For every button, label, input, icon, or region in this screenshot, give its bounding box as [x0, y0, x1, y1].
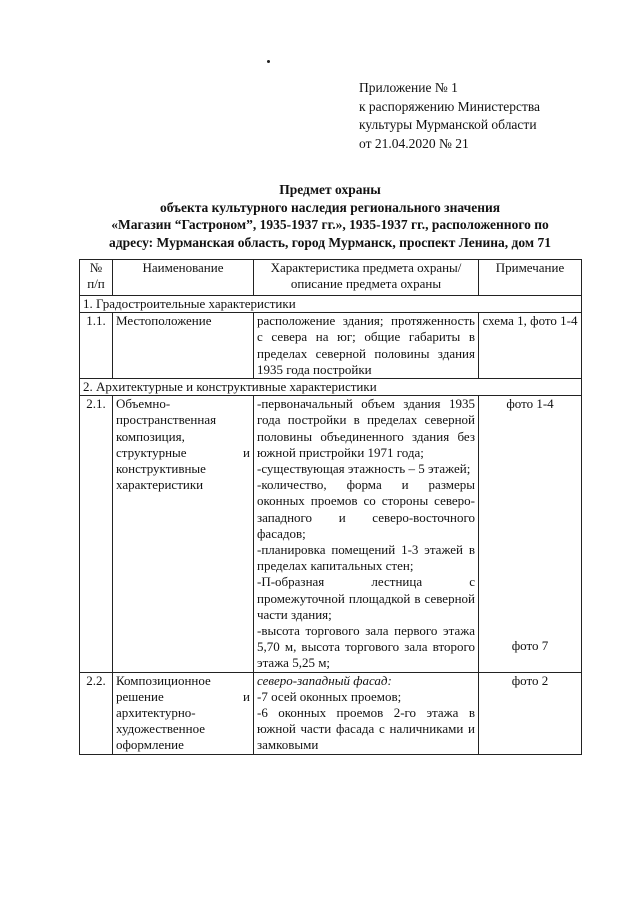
table-row [80, 313, 582, 379]
row-1-1-name: Местоположение [113, 313, 254, 379]
appendix-title: Приложение № 1 [359, 80, 458, 95]
row-2-1-item: -высота торгового зала первого этажа 5,70 м, высота торгового зала второго этажа 5,25 м; [257, 623, 475, 671]
header-description: Характеристика предмета охраны/описание предмета охраны [254, 260, 479, 296]
heading-line-2: объекта культурного наследия регионального значения [159, 199, 501, 215]
header-name: Наименование [113, 260, 254, 296]
row-2-2-name: Композиционное решение и архитектурно-художественное оформление [113, 672, 254, 754]
appendix-date: от 21.04.2020 № 21 [359, 135, 469, 151]
row-2-2-num: 2.2. [80, 672, 113, 754]
row-2-1-item: -количество, форма и размеры оконных проемов со стороны северо-западного и северо-восточного фасадов; [257, 477, 475, 541]
appendix-ministry: культуры Мурманской области [359, 117, 537, 132]
header-num [80, 260, 113, 296]
section-row [80, 379, 582, 396]
row-2-1-item: -первоначальный объем здания 1935 года постройки в пределах северной половины объединенного здания без южной пристройки 1971 года; [257, 396, 475, 460]
row-2-2-item: -6 оконных проемов 2-го этажа в южной части фасада с наличниками и замковыми [257, 705, 475, 753]
row-1-1-num: 1.1. [80, 313, 113, 379]
row-2-2-note: фото 2 [479, 672, 582, 754]
row-2-1-item: -планировка помещений 1-3 этажей в пределах капитальных стен; [257, 542, 475, 574]
row-2-1-num: 2.1. [80, 396, 113, 672]
row-2-2-description [254, 672, 479, 754]
row-2-1-item: -существующая этажность – 5 этажей; [257, 461, 471, 477]
protection-table [79, 259, 582, 755]
heading-line-1: Предмет охраны [279, 182, 381, 197]
heading-line-4: адресу: Мурманская область, город Мурманск, проспект Ленина, дом 71 [109, 234, 551, 250]
section-row [80, 296, 582, 313]
heading-line-3: «Магазин “Гастроном”, 1935-1937 гг.», 1935-1937 гг., расположенного по [111, 217, 549, 232]
row-2-1-note [479, 396, 582, 672]
section-1-title: 1. Градостроительные характеристики [80, 296, 582, 313]
row-2-1-description [254, 396, 479, 672]
appendix-order: к распоряжению Министерства [359, 98, 541, 114]
row-1-1-note: схема 1, фото 1-4 [479, 313, 582, 379]
document-heading [60, 181, 600, 251]
row-2-1-name: Объемно-пространственная композиция, структурные и конструктивные характеристики [113, 396, 254, 672]
row-2-2-item: -7 осей оконных проемов; [257, 688, 402, 704]
header-note: Примечание [479, 260, 582, 296]
table-header-row [80, 260, 582, 296]
section-2-title: 2. Архитектурные и конструктивные характеристики [80, 379, 582, 396]
row-2-1-note-photos: фото 1-4 [506, 396, 554, 412]
table-row [80, 396, 582, 672]
appendix-block [359, 79, 619, 153]
row-2-1-item: -П-образная лестница с промежуточной площадкой в северной части здания; [257, 574, 475, 622]
header-num-abbr: п/п [87, 276, 105, 292]
table-row [80, 672, 582, 754]
header-num-symbol: № [89, 260, 103, 275]
row-2-1-note-photo-7: фото 7 [511, 638, 549, 654]
stray-dot [267, 60, 270, 63]
row-1-1-description: расположение здания; протяженность с севера на юг; общие габариты в пределах северной половины здания 1935 года постройки [254, 313, 479, 379]
row-2-2-facade-label: северо-западный фасад: [257, 672, 392, 688]
